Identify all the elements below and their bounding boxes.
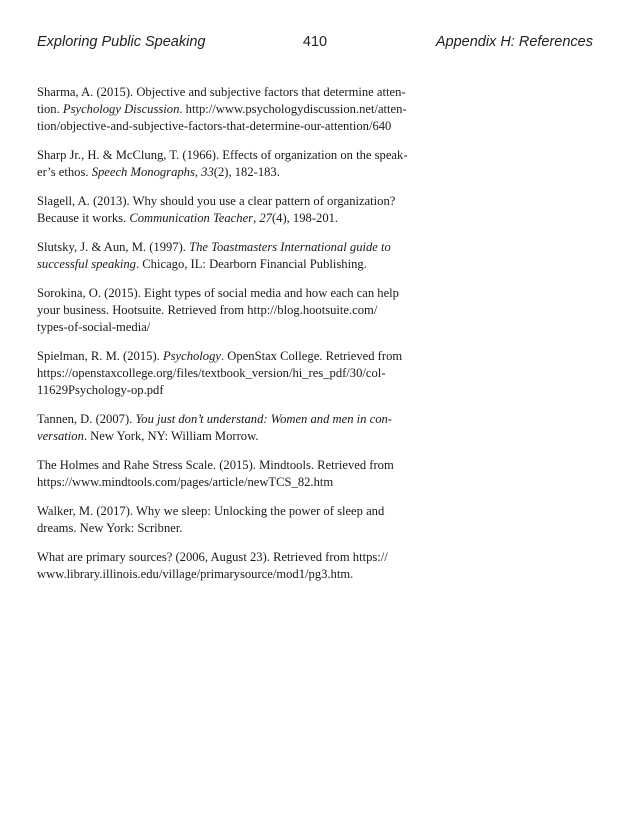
reference-text: Sharp Jr., H. & McClung, T. (1966). Effects of organization on the speak- [37,148,408,163]
reference-line [37,285,457,302]
reference-text: The Holmes and Rahe Stress Scale. (2015). Mindtools. Retrieved from [37,457,394,472]
reference-text: er’s ethos. [37,165,92,180]
reference-text: Sharma, A. (2015). Objective and subjective factors that determine atten- [37,85,406,99]
reference-entry [37,457,457,491]
reference-entry [37,549,457,583]
reference-italic-text: successful speaking [37,257,136,272]
reference-text: tion. [37,102,63,117]
reference-line [37,101,457,118]
reference-entry [37,193,457,227]
reference-entry [37,411,457,445]
reference-line [37,382,457,399]
page-number: 410 [302,34,328,50]
reference-line [37,474,457,491]
reference-line [37,147,457,164]
reference-line [37,256,457,273]
reference-line [37,348,457,365]
reference-line [37,210,457,227]
reference-line [37,503,457,520]
book-title: Exploring Public Speaking [37,34,206,50]
reference-italic-text: Psychology [162,348,221,363]
reference-text: tion/objective-and-subjective-factors-that-determine-our-attention/640 [37,119,392,134]
reference-entry [37,239,457,273]
reference-italic-text: 33 [201,165,214,180]
reference-line [37,549,457,566]
reference-text: dreams. New York: Scribner. [37,521,183,536]
reference-line [37,319,457,336]
reference-text: (2), 182-183. [213,165,280,180]
reference-line [37,457,457,474]
reference-text: What are primary sources? (2006, August 23). Retrieved from https:// [37,549,388,564]
reference-entry [37,285,457,337]
reference-text: . http://www.psychologydiscussion.net/atten- [179,102,407,117]
reference-text: , [253,211,260,226]
reference-line [37,193,457,210]
reference-italic-text: Psychology Discussion [62,102,180,117]
reference-list [37,84,457,595]
reference-text: . New York, NY: William Morrow. [83,429,259,444]
reference-text: 11629Psychology-op.pdf [37,383,164,398]
reference-line [37,302,457,319]
reference-line [37,239,457,256]
reference-text: https://www.mindtools.com/pages/article/newTCS_82.htm [37,475,334,490]
reference-text: https://openstaxcollege.org/files/textbook_version/hi_res_pdf/30/col- [37,366,386,381]
reference-text: Because it works. [37,211,130,226]
reference-line [37,118,457,135]
reference-line [37,520,457,537]
reference-italic-text: Speech Monographs [91,165,195,180]
reference-text: types-of-social-media/ [37,320,151,335]
reference-line [37,428,457,445]
reference-text: www.library.illinois.edu/village/primarysource/mod1/pg3.htm. [37,566,354,581]
reference-entry [37,503,457,537]
reference-italic-text: Communication Teacher [129,211,254,226]
reference-text: , [194,165,202,180]
reference-text: (4), 198-201. [271,211,339,226]
reference-text: Sorokina, O. (2015). Eight types of social media and how each can help [37,285,399,300]
reference-text: Slagell, A. (2013). Why should you use a clear pattern of organization? [37,194,396,209]
page-header [37,34,593,56]
reference-line [37,411,457,428]
reference-text: Spielman, R. M. (2015). [37,348,163,363]
reference-text: your business. Hootsuite. Retrieved from http://blog.hootsuite.com/ [37,303,378,318]
reference-text: Walker, M. (2017). Why we sleep: Unlocking the power of sleep and [37,503,385,518]
reference-line [37,84,457,101]
reference-text: . OpenStax College. Retrieved from [221,348,403,363]
reference-text: . Chicago, IL: Dearborn Financial Publishing. [135,257,367,272]
reference-italic-text: 27 [259,211,272,226]
reference-italic-text: versation [37,429,84,444]
reference-italic-text: You just don’t understand: Women and men in con- [135,412,392,427]
reference-entry [37,348,457,400]
reference-line [37,365,457,382]
reference-italic-text: The Toastmasters International guide to [189,239,391,254]
section-title: Appendix H: References [435,34,593,50]
reference-entry [37,147,457,181]
reference-entry [37,84,457,136]
reference-text: Slutsky, J. & Aun, M. (1997). [37,239,190,254]
reference-line [37,566,457,583]
reference-line [37,164,457,181]
reference-text: Tannen, D. (2007). [37,412,136,427]
